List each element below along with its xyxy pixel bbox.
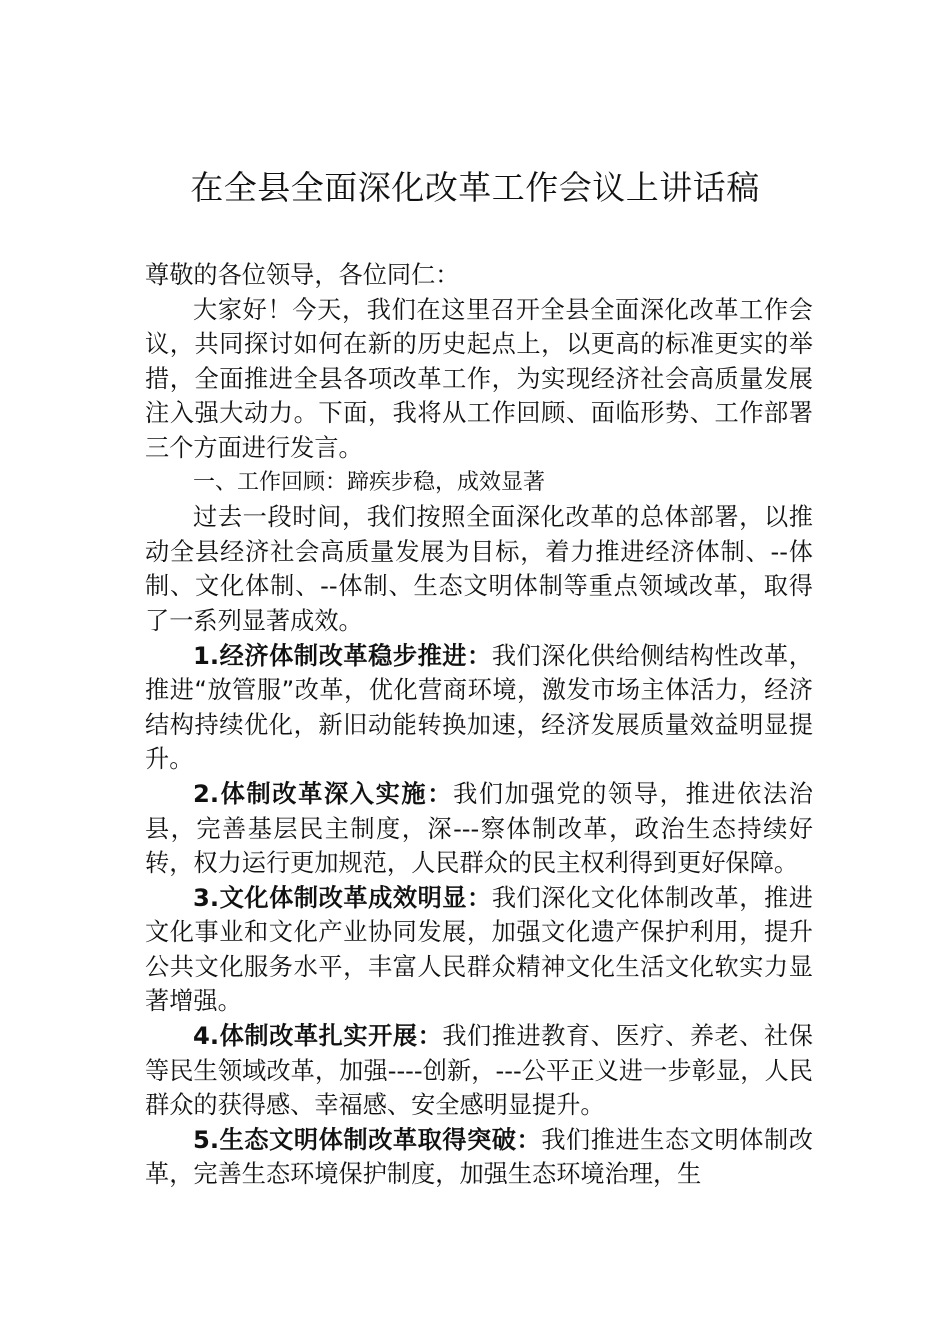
salutation: 尊敬的各位领导，各位同仁： [145, 261, 460, 289]
item-text: 我们加强党的领导，推进依法治县，完善基层民主制度，深---察体制改革，政治生态持续好转，权力运行更加规范，人民群众的民主权利得到更好保障。 [145, 779, 813, 878]
item-lead: 4.体制改革扎实开展： [193, 1022, 443, 1051]
intro-paragraph: 大家好！今天，我们在这里召开全县全面深化改革工作会议，共同探讨如何在新的历史起点上，以更高的标准更实的举措，全面推进全县各项改革工作，为实现经济社会高质量发展注入强大动力。下面，我将从工作回顾、面临形势、工作部署三个方面进行发言。 [145, 295, 813, 462]
item-text: 我们推进教育、医疗、养老、社保等民生领域改革，加强----创新，---公平正义进一步彰显，人民群众的获得感、幸福感、安全感明显提升。 [145, 1022, 813, 1120]
section-intro-paragraph: 过去一段时间，我们按照全面深化改革的总体部署，以推动全县经济社会高质量发展为目标，着力推进经济体制、--体制、文化体制、--体制、生态文明体制等重点领域改革，取得了一系列显著成效。 [145, 503, 813, 635]
item-text: 我们推进生态文明体制改革，完善生态环境保护制度，加强生态环境治理，生 [145, 1125, 813, 1189]
list-item [145, 777, 813, 881]
item-lead: 2.体制改革深入实施： [193, 779, 454, 808]
item-text: 我们深化文化体制改革，推进文化事业和文化产业协同发展，加强文化遗产保护利用，提升公共文化服务水平，丰富人民群众精神文化生活文化软实力显著增强。 [145, 883, 813, 1016]
list-item [145, 639, 813, 777]
item-lead: 3.文化体制改革成效明显： [193, 883, 492, 912]
section-heading: 一、工作回顾：蹄疾步稳，成效显著 [193, 469, 546, 495]
item-lead: 5.生态文明体制改革取得突破： [193, 1125, 542, 1154]
document-body [145, 258, 813, 1192]
list-item [145, 1123, 813, 1192]
list-item [145, 1019, 813, 1123]
list-item [145, 881, 813, 1019]
item-lead: 1.经济体制改革稳步推进： [193, 641, 492, 670]
item-text: 我们深化供给侧结构性改革，推进“放管服”改革，优化营商环境，激发市场主体活力，经济结构持续优化，新旧动能转换加速，经济发展质量效益明显提升。 [145, 641, 813, 774]
document-title: 在全县全面深化改革工作会议上讲话稿 [190, 168, 760, 207]
